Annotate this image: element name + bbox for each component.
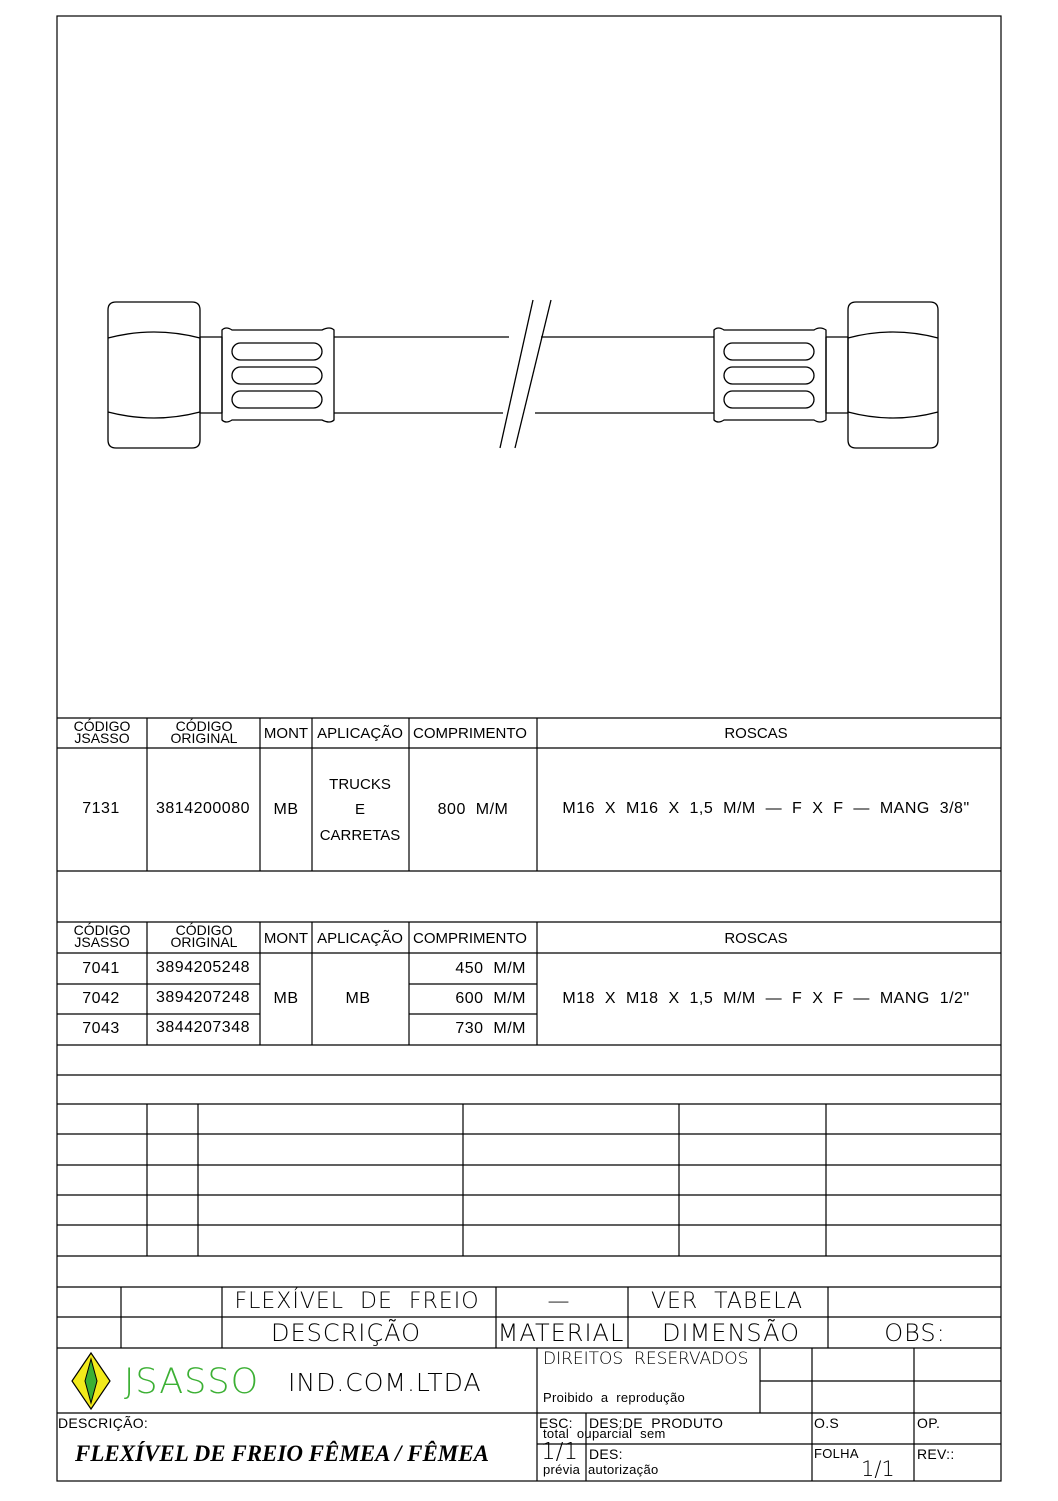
table2-row1-original: 3894205248 bbox=[156, 959, 250, 976]
break-line-left bbox=[500, 300, 533, 448]
table2-mont: MB bbox=[273, 990, 299, 1007]
parts-descricao-label: DESCRIÇÃO bbox=[270, 1319, 422, 1347]
parts-obs-label: OBS: bbox=[884, 1319, 946, 1347]
table2-row3-codigo: 7043 bbox=[82, 1020, 120, 1037]
table1-header-roscas: ROSCAS bbox=[724, 725, 788, 742]
rights-title: DIREITOS RESERVADOS bbox=[543, 1349, 749, 1369]
table2-row3-original: 3844207348 bbox=[156, 1019, 250, 1036]
table1-mont: MB bbox=[273, 801, 299, 818]
drawing-title: FLEXÍVEL DE FREIO FÊMEA / FÊMEA bbox=[75, 1441, 489, 1466]
right-hex-nut bbox=[848, 302, 938, 448]
table1-codigo: 7131 bbox=[82, 800, 120, 817]
folha-value: 1/1 bbox=[861, 1457, 895, 1481]
table1-aplicacao-line3: CARRETAS bbox=[319, 827, 401, 844]
table1-header-mont: MONT bbox=[263, 725, 309, 742]
table2-row2-comprimento: 600 M/M bbox=[455, 990, 526, 1007]
op-label: OP. bbox=[917, 1415, 941, 1431]
table2-row1-codigo: 7041 bbox=[82, 960, 120, 977]
parts-descricao-value: FLEXÍVEL DE FREIO bbox=[234, 1289, 480, 1314]
company-suffix: IND.COM.LTDA bbox=[288, 1368, 482, 1397]
table1-aplicacao-line2: E bbox=[354, 801, 366, 818]
table1-header-codigo-original: CÓDIGO ORIGINAL bbox=[170, 718, 238, 746]
table1-header-aplicacao: APLICAÇÃO bbox=[317, 725, 403, 742]
table2-header-comprimento: COMPRIMENTO bbox=[413, 930, 527, 947]
table2-roscas: M18 X M18 X 1,5 M/M — F X F — MANG 1/2" bbox=[562, 990, 970, 1007]
table2-aplicacao: MB bbox=[345, 990, 371, 1007]
des-label: DES: bbox=[589, 1446, 623, 1462]
table2-header-roscas: ROSCAS bbox=[724, 930, 788, 947]
table1-header-comprimento: COMPRIMENTO bbox=[413, 725, 527, 742]
left-ferrule bbox=[222, 328, 334, 422]
break-line-right bbox=[515, 300, 551, 448]
left-collar bbox=[200, 337, 222, 413]
table2-row3-comprimento: 730 M/M bbox=[455, 1020, 526, 1037]
jsasso-logo-icon bbox=[70, 1351, 112, 1411]
des-produto-label: DES:DE PRODUTO bbox=[589, 1415, 724, 1431]
os-label: O.S bbox=[814, 1415, 840, 1431]
table2-header-aplicacao: APLICAÇÃO bbox=[317, 930, 403, 947]
table2-row1-comprimento: 450 M/M bbox=[455, 960, 526, 977]
right-collar bbox=[826, 337, 848, 413]
table2-row2-original: 3894207248 bbox=[156, 989, 250, 1006]
esc-value: 1/1 bbox=[541, 1439, 579, 1465]
company-name: JSASSO bbox=[124, 1362, 260, 1402]
rev-label: REV:: bbox=[917, 1446, 955, 1462]
parts-material-label: MATERIAL bbox=[497, 1319, 625, 1347]
parts-dimensao-value: VER TABELA bbox=[650, 1289, 804, 1314]
folha-label: FOLHA bbox=[814, 1446, 859, 1461]
table1-comprimento: 800 M/M bbox=[437, 801, 509, 818]
table1-aplicacao-line1: TRUCKS bbox=[329, 776, 391, 793]
table2-header-codigo-jsasso: CÓDIGO JSASSO bbox=[73, 922, 131, 950]
left-hex-nut bbox=[108, 302, 200, 448]
hose-drawing bbox=[0, 0, 1058, 700]
table2-header-codigo-original: CÓDIGO ORIGINAL bbox=[170, 922, 238, 950]
descricao-label: DESCRIÇÃO: bbox=[58, 1415, 149, 1431]
table1-header-codigo-jsasso: CÓDIGO JSASSO bbox=[73, 718, 131, 746]
table1-roscas: M16 X M16 X 1,5 M/M — F X F — MANG 3/8" bbox=[562, 800, 970, 817]
table2-row2-codigo: 7042 bbox=[82, 990, 120, 1007]
rights-text: Proibido a reprodução total ouparcial sem prévia autorização bbox=[543, 1390, 686, 1477]
parts-material-value: — bbox=[547, 1289, 571, 1314]
table1-original: 3814200080 bbox=[156, 800, 250, 817]
esc-label: ESC: bbox=[539, 1415, 573, 1431]
table2-header-mont: MONT bbox=[263, 930, 309, 947]
right-ferrule bbox=[714, 328, 826, 422]
parts-dimensao-label: DIMENSÃO bbox=[662, 1319, 800, 1347]
